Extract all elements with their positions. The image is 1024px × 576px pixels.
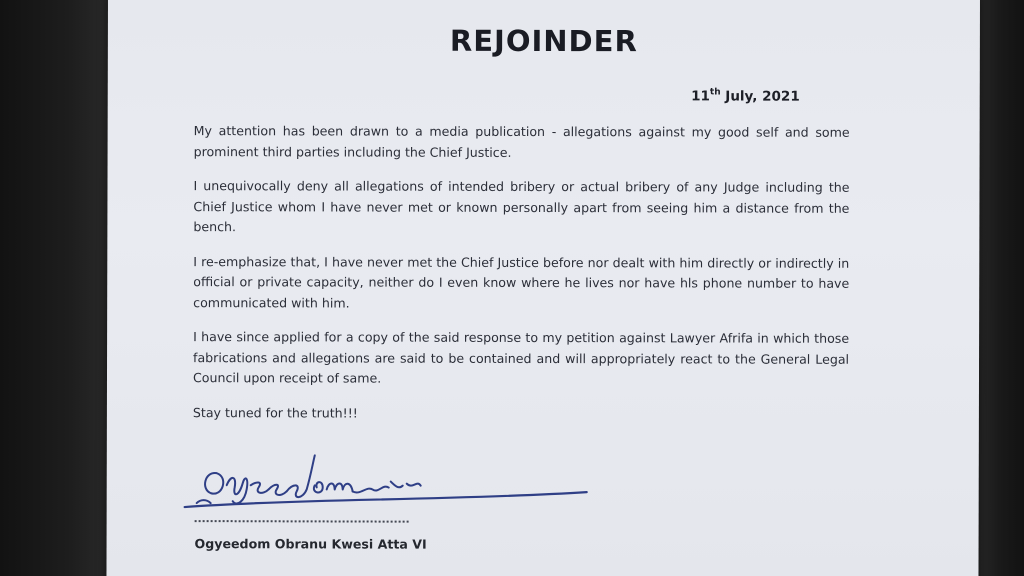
handwritten-signature <box>177 445 597 526</box>
paragraph: I unequivocally deny all allegations of intended bribery or actual bribery of any Judge including the Chief Justice whom I have never met or known personally apart from seeing him a distance from the bench. <box>193 178 850 235</box>
paragraph: My attention has been drawn to a media publication - allegations against my good self and some prominent third parties including the Chief Justice. <box>193 123 850 160</box>
closing-line: Stay tuned for the truth!!! <box>192 404 358 421</box>
paragraph: I have since applied for a copy of the said response to my petition against Lawyer Afrifa in which those fabrications and allegations are said to be contained and will appropriately react to the General Legal Council upon receipt of same. <box>192 329 850 386</box>
date-day: 11 <box>691 88 710 105</box>
signer-name: Ogyeedom Obranu Kwesi Atta VI <box>194 536 427 552</box>
letter-body <box>193 121 850 439</box>
date-rest: July, 2021 <box>720 88 800 105</box>
background-right <box>974 0 1024 576</box>
paragraph: I re-emphasize that, I have never met the Chief Justice before nor dealt with him directly or indirectly in official or private capacity, neither do I even know where he lives nor have hls phone number to have communicated with him. <box>193 253 850 310</box>
document-date <box>691 87 800 104</box>
background-left <box>0 0 112 576</box>
document-title: REJOINDER <box>449 23 638 59</box>
letter-paper <box>106 0 980 576</box>
date-suffix: th <box>709 87 721 98</box>
